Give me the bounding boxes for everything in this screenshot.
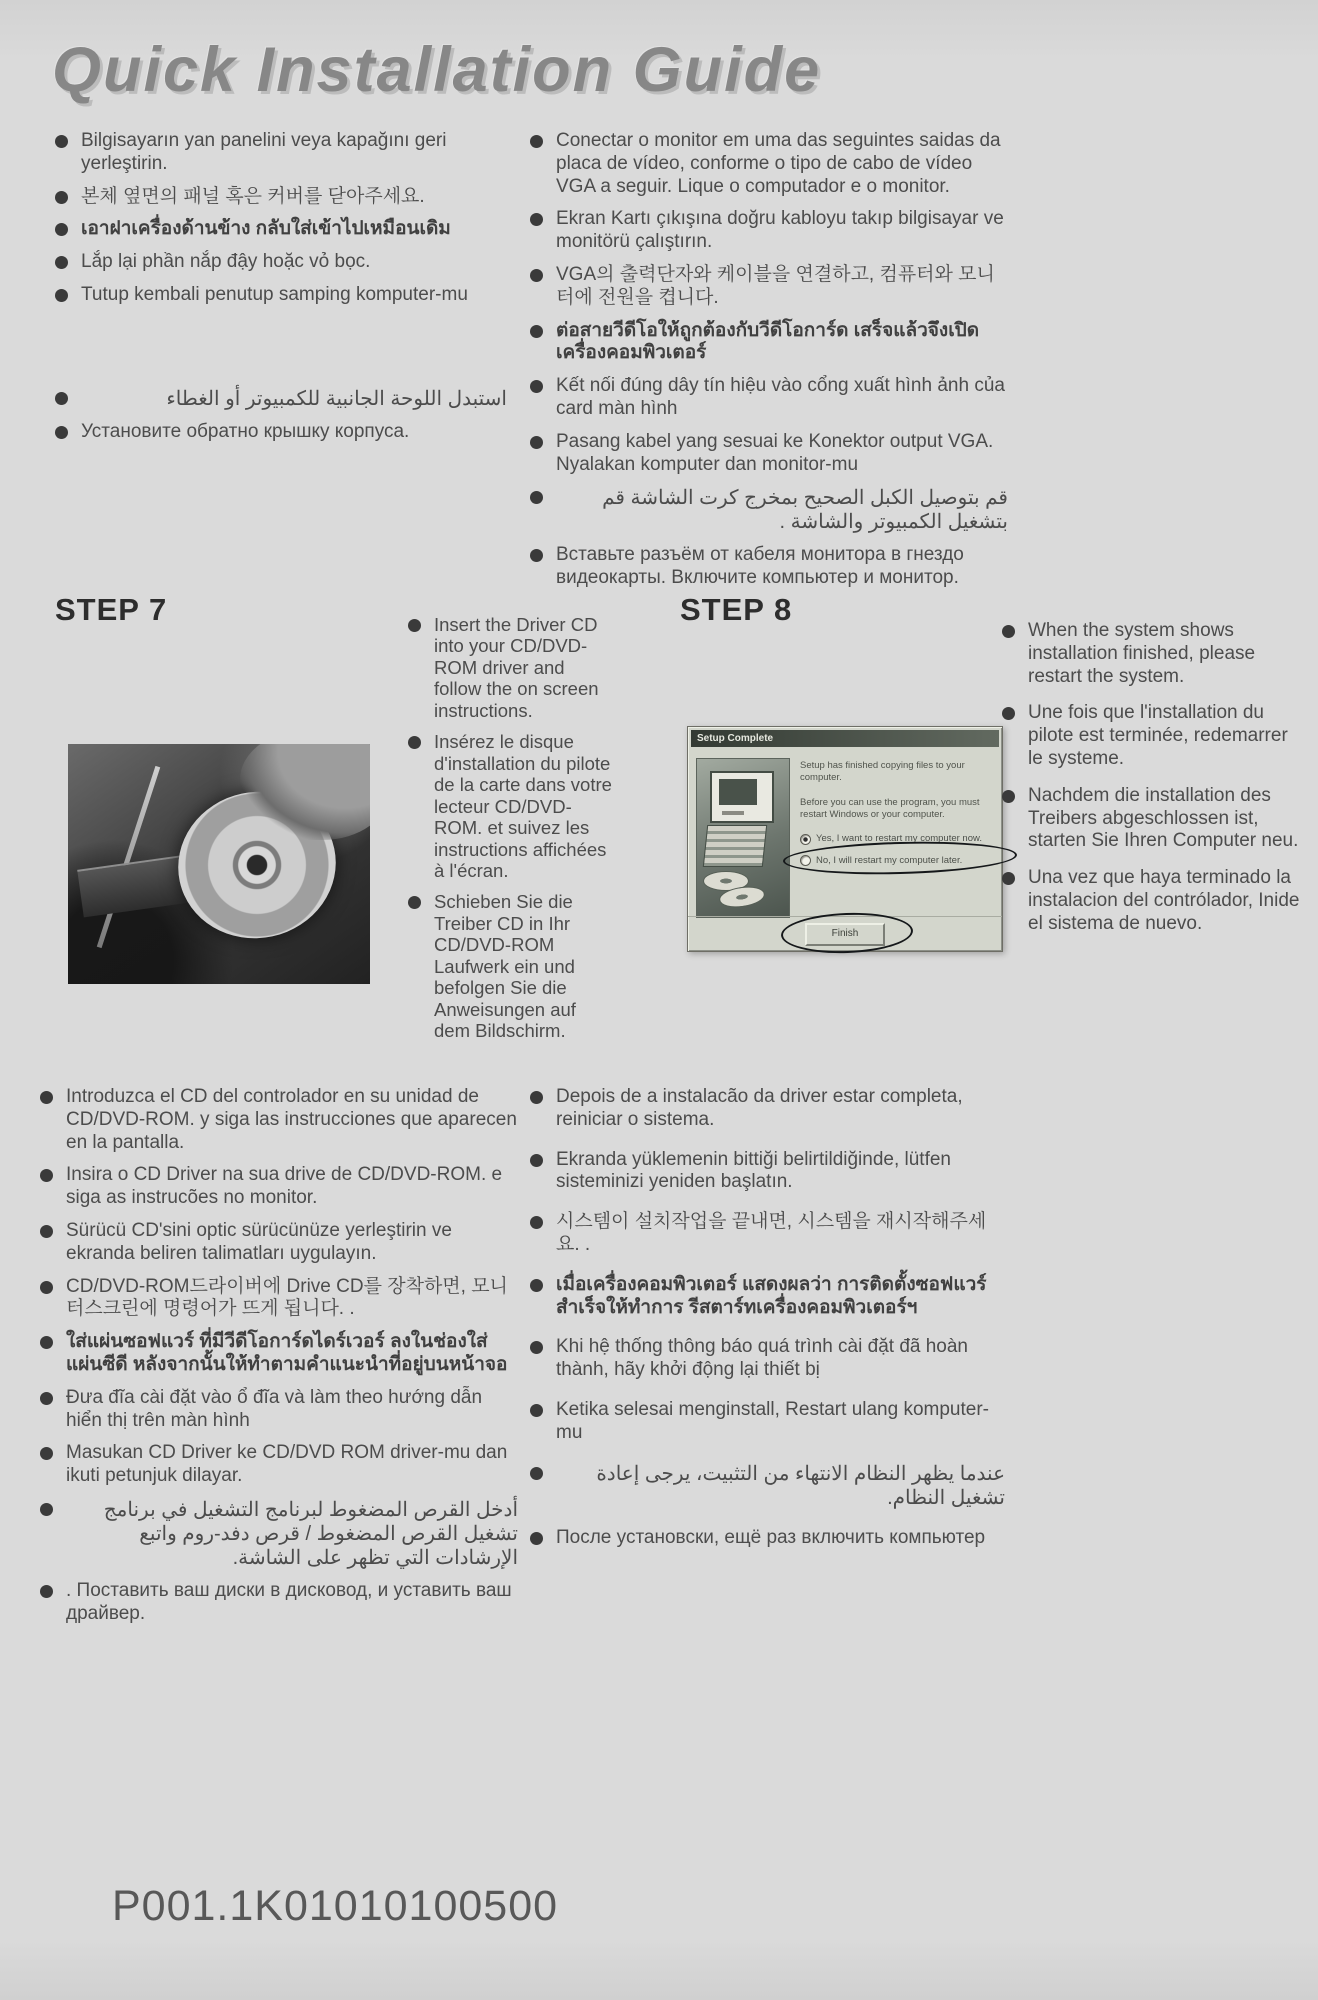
dialog-message-2: Before you can use the program, you must restart Windows or your computer.	[800, 796, 980, 821]
bullet-icon	[1002, 872, 1015, 885]
list-item	[40, 1387, 518, 1433]
bullet-icon	[40, 1281, 53, 1294]
list-item	[40, 1331, 518, 1377]
bullet-icon	[55, 426, 68, 439]
computer-tower-icon	[703, 825, 767, 867]
list-item	[1002, 867, 1307, 935]
list-item	[40, 1086, 518, 1154]
radio-label: No, I will restart my computer later.	[816, 854, 963, 866]
item-text: Una vez que haya terminado la instalacion del contrólador, Inide el sistema de nuevo.	[1028, 867, 1300, 934]
item-text: أدخل القرص المضغوط لبرنامج التشغيل في برنامج تشغيل القرص المضغوط / قرص دفد-روم واتبع الإرشادات التي تظهر على الشاشة.	[103, 1498, 518, 1569]
list-item	[40, 1220, 518, 1266]
item-text: Insira o CD Driver na sua drive de CD/DVD-ROM. e siga as instrucões no monitor.	[66, 1164, 503, 1209]
bullet-icon	[40, 1169, 53, 1182]
step8-instruction-list	[1002, 620, 1307, 950]
radio-unselected-icon	[800, 855, 811, 866]
bullet-icon	[530, 1279, 543, 1292]
bullet-icon	[1002, 790, 1015, 803]
bullet-icon	[530, 213, 543, 226]
restart-now-option	[800, 833, 994, 845]
list-item	[530, 486, 1008, 534]
top-right-instruction-list	[530, 130, 1008, 600]
bullet-icon	[530, 1091, 543, 1104]
list-item	[55, 251, 507, 274]
list-item	[530, 1336, 1005, 1382]
list-item	[530, 320, 1008, 366]
document-part-number: P001.1K01010100500	[112, 1882, 559, 1930]
item-text: Ekran Kartı çıkışına doğru kabloyu takıp bilgisayar ve monitörü çalıştırın.	[556, 208, 1004, 253]
dialog-text-area	[800, 758, 994, 918]
list-item	[530, 431, 1008, 477]
item-text: When the system shows installation finished, please restart the system.	[1028, 620, 1256, 687]
item-text: CD/DVD-ROM드라이버에 Drive CD를 장착하면, 모니터스크린에 명령어가 뜨게 됩니다. .	[66, 1275, 508, 1320]
item-text: . Поставить ваш диски в дисковод, и уставить ваш драйвер.	[66, 1579, 512, 1624]
list-item	[408, 614, 613, 721]
item-text: Masukan CD Driver ke CD/DVD ROM driver-mu dan ikuti petunjuk dilayar.	[66, 1442, 508, 1487]
list-item	[40, 1498, 518, 1570]
list-item	[55, 421, 507, 444]
step7-cd-insert-photo	[68, 744, 370, 984]
monitor-screen	[719, 779, 757, 805]
bullet-icon	[40, 1091, 53, 1104]
bullet-icon	[40, 1392, 53, 1405]
list-item	[530, 208, 1008, 254]
item-text: เอาฝาเครื่องด้านข้าง กลับใส่เข้าไปเหมือนเดิม	[81, 218, 451, 240]
item-text: عندما يظهر النظام الانتهاء من التثبيت، يرجى إعادة تشغيل النظام.	[596, 1462, 1005, 1509]
item-text: Introduzca el CD del controlador en su unidad de CD/DVD-ROM. y siga las instrucciones que aparecen en la pantalla.	[66, 1086, 517, 1153]
item-text: Ekranda yüklemenin bittiği belirtildiğinde, lütfen sisteminizi yeniden başlatın.	[556, 1148, 952, 1193]
list-item	[1002, 785, 1307, 853]
item-text: Đưa đĩa cài đặt vào ổ đĩa và làm theo hướng dẫn hiển thị trên màn hình	[66, 1386, 483, 1431]
bullet-icon	[1002, 707, 1015, 720]
list-item	[40, 1276, 518, 1322]
bullet-icon	[55, 223, 68, 236]
list-item	[55, 186, 507, 209]
page-title: Quick Installation Guide	[52, 35, 822, 105]
dialog-footer	[688, 916, 1002, 951]
item-text: Nachdem die installation des Treibers abgeschlossen ist, starten Sie Ihren Computer neu.	[1028, 784, 1299, 852]
bullet-icon	[55, 289, 68, 302]
bullet-icon	[1002, 625, 1015, 638]
item-text: 본체 옆면의 패널 혹은 커버를 닫아주세요.	[81, 185, 425, 207]
item-text: Khi hệ thống thông báo quá trình cài đặt đã hoàn thành, hãy khởi động lại thiết bị	[556, 1336, 968, 1381]
dialog-message-1: Setup has finished copying files to your computer.	[800, 760, 965, 784]
radio-label: Yes, I want to restart my computer now.	[816, 833, 982, 845]
list-item	[1002, 620, 1307, 688]
step7-heading: STEP 7	[55, 592, 168, 627]
item-text: استبدل اللوحة الجانبية للكمبيوتر أو الغطاء	[166, 387, 507, 410]
item-text: ต่อสายวีดีโอให้ถูกต้องกับวีดีโอการ์ด เสร็จแล้วจึงเปิดเครื่องคอมพิวเตอร์	[556, 319, 980, 364]
finish-button: Finish	[805, 923, 885, 946]
list-item	[530, 264, 1008, 310]
list-item	[530, 1274, 1005, 1320]
bullet-icon	[530, 1154, 543, 1167]
list-item	[55, 284, 507, 307]
item-text: Schieben Sie die Treiber CD in Ihr CD/DVD-ROM Laufwerk ein und befolgen Sie die Anweisungen auf dem Bildschirm.	[434, 891, 576, 1042]
item-text: VGA의 출력단자와 케이블을 연결하고, 컴퓨터와 모니터에 전원을 켭니다.	[556, 263, 995, 308]
bullet-icon	[530, 380, 543, 393]
item-text: 시스템이 설치작업을 끝내면, 시스템을 재시작해주세요. .	[556, 1211, 987, 1255]
item-text: ใส่แผ่นซอฟแวร์ ที่มีวีดีโอการ์ดไดร์เวอร์ ลงในช่องใส่แผ่นซีดี หลังจากนั้นให้ทำตามคำแนะนำที่อยู่บนหน้าจอ	[66, 1331, 508, 1375]
list-item	[530, 1462, 1005, 1510]
bullet-icon	[40, 1503, 53, 1516]
ink-circle-annotation	[780, 911, 913, 956]
list-item	[530, 130, 1008, 198]
bullet-icon	[40, 1447, 53, 1460]
item-text: เมื่อเครื่องคอมพิวเตอร์ แสดงผลว่า การติดตั้งซอฟแวร์ สำเร็จให้ทำการ รีสตาร์ทเครื่องคอมพิวเตอร์ฯ	[556, 1273, 987, 1318]
bullet-icon	[408, 896, 421, 909]
dialog-title-bar: Setup Complete	[691, 730, 999, 747]
step8-heading: STEP 8	[680, 592, 793, 627]
list-item	[530, 1149, 1005, 1195]
bullet-icon	[408, 619, 421, 632]
monitor-icon	[710, 771, 774, 823]
dialog-body	[688, 750, 1002, 918]
bullet-icon	[530, 1216, 543, 1229]
bullet-icon	[40, 1336, 53, 1349]
list-item	[530, 1086, 1005, 1132]
bottom-left-instruction-list	[40, 1086, 518, 1636]
bullet-icon	[530, 1341, 543, 1354]
radio-selected-icon	[800, 834, 811, 845]
item-text: قم بتوصيل الكبل الصحيح بمخرج كرت الشاشة قم بتشغيل الكمبيوتر والشاشة .	[602, 487, 1008, 534]
list-item	[530, 1527, 1005, 1550]
bullet-icon	[55, 256, 68, 269]
bullet-icon	[530, 491, 543, 504]
list-item	[1002, 702, 1307, 770]
item-text: Вставьте разъём от кабеля монитора в гнездо видеокарты. Включите компьютер и монитор.	[556, 544, 964, 589]
photo-drive-tray	[77, 855, 193, 918]
item-text: Pasang kabel yang sesuai ke Konektor output VGA. Nyalakan komputer dan monitor-mu	[556, 430, 994, 475]
bullet-icon	[530, 1532, 543, 1545]
item-text: Ketika selesai menginstall, Restart ulang komputer-mu	[556, 1398, 989, 1443]
bullet-icon	[40, 1585, 53, 1598]
bottom-right-instruction-list	[530, 1086, 1005, 1566]
list-item	[40, 1442, 518, 1488]
bullet-icon	[55, 135, 68, 148]
item-text: Bilgisayarın yan panelini veya kapağını geri yerleştirin.	[81, 130, 447, 174]
bullet-icon	[55, 191, 68, 204]
list-item	[55, 387, 507, 411]
item-text: После установски, ещё раз включить компьютер	[556, 1526, 986, 1548]
bullet-icon	[530, 1467, 543, 1480]
item-text: Insert the Driver CD into your CD/DVD-ROM driver and follow the on screen instructions.	[434, 614, 599, 721]
item-text: Insérez le disque d'installation du pilote de la carte dans votre lecteur CD/DVD-ROM. et suivez les instructions affichées à l'écran.	[434, 731, 612, 881]
bullet-icon	[408, 736, 421, 749]
dialog-computer-illustration	[696, 758, 790, 918]
top-left-instruction-list	[55, 130, 507, 454]
item-text: Lắp lại phần nắp đậy hoặc vỏ bọc.	[81, 251, 371, 273]
item-text: Tutup kembali penutup samping komputer-mu	[81, 283, 468, 305]
bullet-icon	[55, 392, 68, 405]
step7-instruction-list	[408, 614, 613, 1052]
list-item	[55, 218, 507, 241]
restart-later-option	[800, 855, 994, 867]
list-item	[40, 1580, 518, 1626]
bullet-icon	[530, 1404, 543, 1417]
item-text: Установите обратно крышку корпуса.	[81, 420, 410, 442]
monitor-slot	[722, 811, 744, 815]
bullet-icon	[530, 549, 543, 562]
list-item	[55, 130, 507, 176]
bullet-icon	[530, 269, 543, 282]
list-item	[530, 544, 1008, 590]
list-item	[530, 1399, 1005, 1445]
list-item	[530, 375, 1008, 421]
list-item	[408, 731, 613, 881]
item-text: Depois de a instalacão da driver estar completa, reiniciar o sistema.	[556, 1086, 963, 1130]
setup-complete-dialog-screenshot	[687, 726, 1003, 952]
item-text: Sürücü CD'sini optic sürücünüze yerleştirin ve ekranda beliren talimatları uygulayın.	[66, 1219, 452, 1264]
bullet-icon	[40, 1225, 53, 1238]
item-text: Kết nối đúng dây tín hiệu vào cổng xuất hình ảnh của card màn hình	[556, 375, 1005, 419]
bullet-icon	[530, 325, 543, 338]
list-item	[408, 891, 613, 1041]
list-item	[530, 1211, 1005, 1257]
item-text: Conectar o monitor em uma das seguintes saidas da placa de vídeo, conforme o tipo de cabo de vídeo VGA a seguir. Lique o computador e o monitor.	[556, 130, 1001, 197]
bullet-icon	[530, 436, 543, 449]
photo-stick-detail	[97, 766, 160, 948]
list-item	[40, 1164, 518, 1210]
photo-hand	[240, 744, 370, 840]
bullet-icon	[530, 135, 543, 148]
item-text: Une fois que l'installation du pilote est terminée, redemarrer le systeme.	[1028, 702, 1288, 769]
